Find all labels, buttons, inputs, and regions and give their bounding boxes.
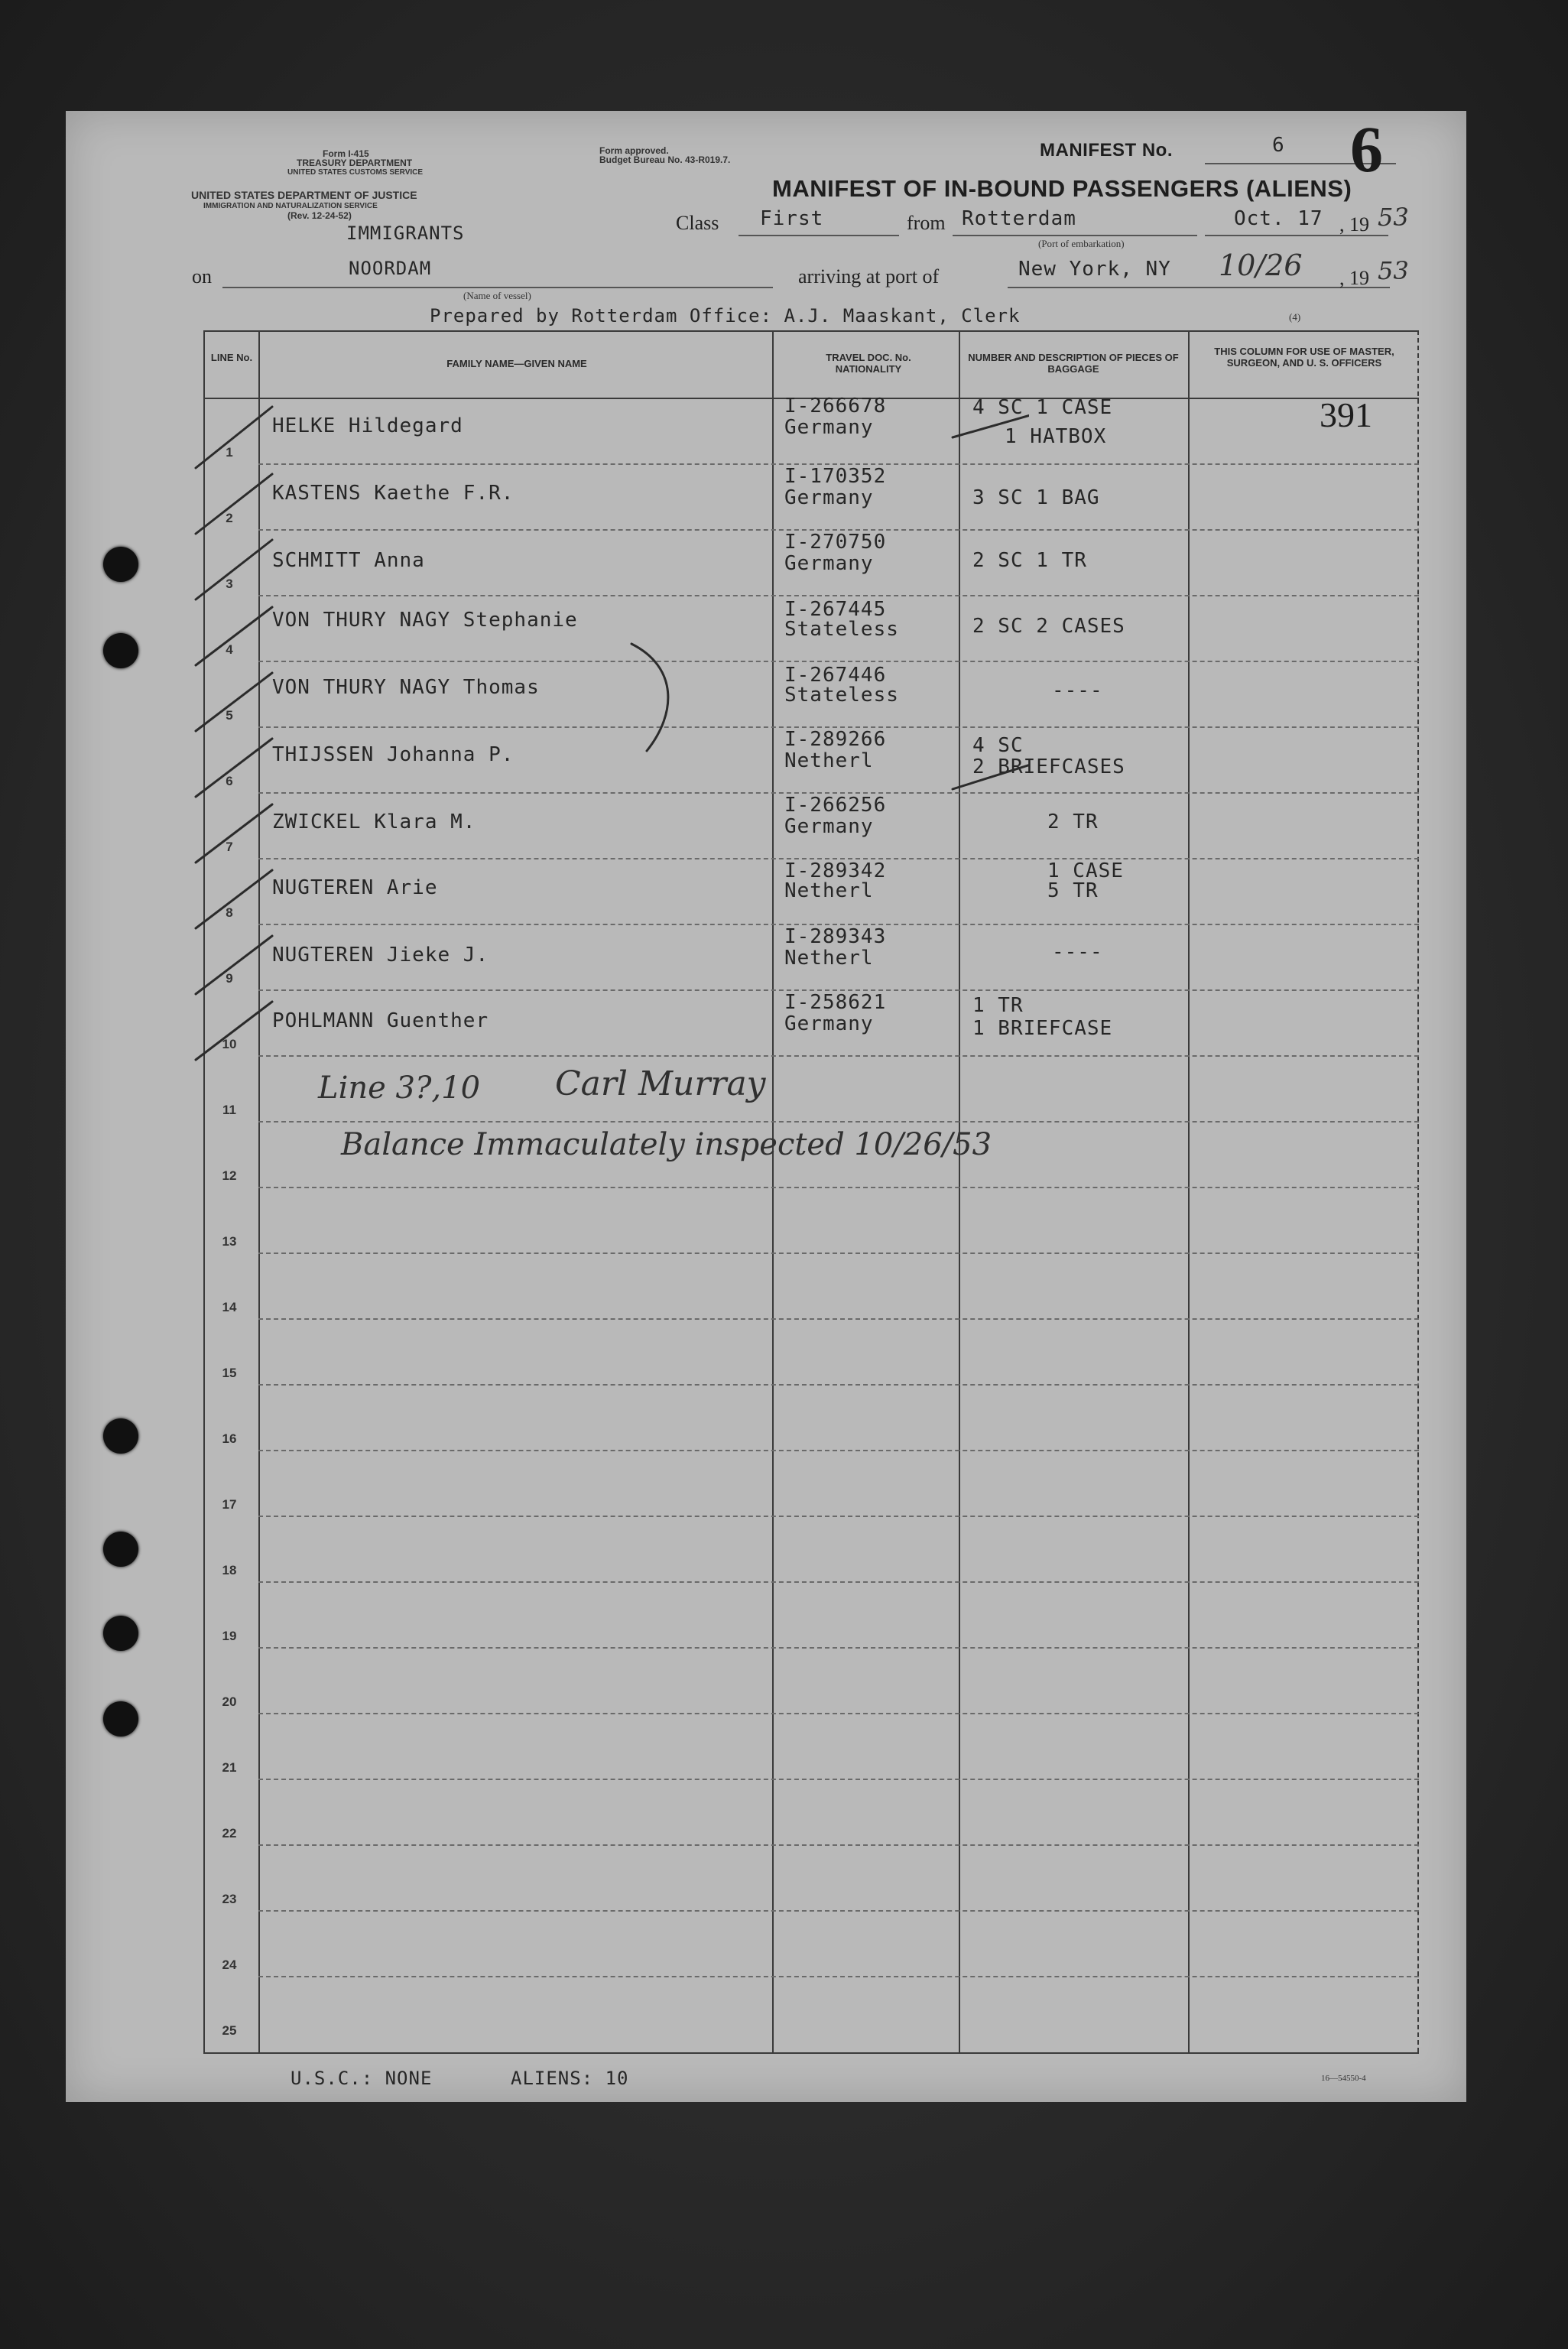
baggage-extra: 1 HATBOX (1005, 425, 1107, 448)
line-number: 16 (222, 1431, 237, 1446)
line-number: 10 (222, 1037, 237, 1051)
travel-doc: I-266256 (784, 794, 887, 817)
punch-hole (103, 633, 138, 668)
travel-doc: I-289343 (784, 925, 887, 948)
passenger-name: NUGTEREN Arie (272, 876, 438, 899)
baggage-extra: 1 BRIEFCASE (972, 1017, 1113, 1040)
year-prefix-1: , 19 (1339, 213, 1369, 236)
punch-hole (103, 1701, 138, 1737)
arrival-year: 53 (1378, 256, 1409, 285)
line-number: 7 (226, 840, 233, 854)
baggage: 2 SC 1 TR (972, 549, 1087, 572)
passenger-name: VON THURY NAGY Thomas (272, 676, 540, 699)
nationality: Netherl (784, 947, 874, 970)
line-number: 3 (226, 577, 233, 591)
line-number: 19 (222, 1629, 237, 1643)
baggage: 2 TR (1047, 811, 1099, 833)
ins-service: IMMIGRATION AND NATURALIZATION SERVICE (203, 202, 378, 210)
immigrants-label: IMMIGRANTS (346, 223, 465, 244)
manifest-no-label: MANIFEST No. (1040, 140, 1173, 161)
handwritten-line-note: Line 3?,10 (318, 1071, 481, 1106)
treasury-dept: TREASURY DEPARTMENT (297, 158, 413, 168)
line-number: 18 (222, 1563, 237, 1577)
handwritten-check-marks (188, 392, 1029, 1080)
nationality: Stateless (784, 684, 899, 707)
handwritten-signature: Carl Murray (555, 1064, 766, 1103)
arrival-port: New York, NY (1018, 258, 1171, 281)
col-header-travel: TRAVEL DOC. No. NATIONALITY (826, 352, 911, 375)
line-number: 17 (222, 1497, 237, 1512)
vessel-caption: (Name of vessel) (463, 290, 531, 301)
passenger-name: ZWICKEL Klara M. (272, 811, 476, 833)
footer-aliens-count: ALIENS: 10 (511, 2068, 629, 2089)
nationality: Netherl (784, 749, 874, 772)
baggage: 4 SC (972, 734, 1024, 757)
revision-date: (Rev. 12-24-52) (287, 210, 352, 221)
baggage: ---- (1052, 679, 1103, 702)
port-embarkation-caption: (Port of embarkation) (1038, 238, 1125, 249)
line-number: 23 (222, 1892, 237, 1906)
line-number: 5 (226, 708, 233, 723)
budget-bureau: Budget Bureau No. 43-R019.7. (599, 154, 731, 165)
class-value: First (760, 207, 824, 230)
line-number: 15 (222, 1366, 237, 1380)
nationality: Germany (784, 815, 874, 838)
line-number: 8 (226, 905, 233, 920)
printer-code: 16—54550-4 (1321, 2074, 1366, 2083)
line-number: 13 (222, 1234, 237, 1249)
year-prefix-2: , 19 (1339, 267, 1369, 289)
nationality: Germany (784, 416, 874, 439)
arrival-date-hand: 10/26 (1219, 249, 1303, 282)
line-number: 12 (222, 1168, 237, 1183)
line-number: 11 (222, 1103, 236, 1117)
col-header-name: FAMILY NAME—GIVEN NAME (446, 358, 587, 369)
baggage: 3 SC 1 BAG (972, 486, 1100, 509)
from-label: from (907, 212, 946, 234)
departure-date: Oct. 17 (1234, 207, 1323, 230)
col-header-officers: THIS COLUMN FOR USE OF MASTER, SURGEON, AND U. S. OFFICERS (1214, 346, 1394, 369)
col-header-baggage: NUMBER AND DESCRIPTION OF PIECES OF BAGGAGE (968, 352, 1179, 375)
baggage-extra: 5 TR (1047, 879, 1099, 902)
nationality: Germany (784, 1012, 874, 1035)
officer-note: 391 (1320, 395, 1372, 434)
line-number: 20 (222, 1694, 237, 1709)
line-number: 6 (226, 774, 233, 788)
baggage: 1 TR (972, 994, 1024, 1017)
punch-hole (103, 1616, 138, 1651)
prepared-by: Prepared by Rotterdam Office: A.J. Maaskant, Clerk (430, 305, 1021, 327)
passenger-table (203, 330, 1419, 2052)
travel-doc: I-289266 (784, 728, 887, 751)
passenger-name: VON THURY NAGY Stephanie (272, 609, 578, 632)
port-embarkation: Rotterdam (962, 207, 1076, 230)
line-number: 25 (222, 2023, 237, 2038)
handwritten-balance-note: Balance Immaculately inspected 10/26/53 (341, 1127, 992, 1162)
travel-doc: I-170352 (784, 465, 887, 488)
baggage-extra: 2 BRIEFCASES (972, 755, 1125, 778)
punch-hole (103, 1532, 138, 1567)
form-number: Form I-415 (323, 148, 369, 159)
line-number: 14 (222, 1300, 237, 1314)
line-number: 2 (226, 511, 233, 525)
customs-service: UNITED STATES CUSTOMS SERVICE (287, 168, 424, 177)
punch-hole (103, 547, 138, 582)
manifest-title: MANIFEST OF IN-BOUND PASSENGERS (ALIENS) (772, 175, 1352, 202)
baggage: ---- (1052, 941, 1103, 963)
vessel-name: NOORDAM (349, 258, 432, 279)
on-label: on (192, 265, 212, 288)
departure-year: 53 (1378, 203, 1409, 232)
nationality: Stateless (784, 618, 899, 641)
line-number: 9 (226, 971, 233, 986)
travel-doc: I-258621 (784, 991, 887, 1014)
baggage: 2 SC 2 CASES (972, 615, 1125, 638)
form-approved: Form approved. (599, 145, 669, 156)
manifest-no-value: 6 (1272, 134, 1285, 157)
line-number: 1 (226, 445, 233, 460)
travel-doc: I-270750 (784, 531, 887, 554)
passenger-name: KASTENS Kaethe F.R. (272, 482, 515, 505)
passenger-name: NUGTEREN Jieke J. (272, 944, 489, 967)
passenger-name: SCHMITT Anna (272, 549, 425, 572)
travel-doc: I-266678 (784, 395, 887, 417)
arriving-label: arriving at port of (798, 265, 940, 288)
baggage: 1 CASE (1047, 859, 1124, 882)
line-number: 4 (226, 642, 233, 657)
line-number: 22 (222, 1826, 237, 1841)
justice-dept: UNITED STATES DEPARTMENT OF JUSTICE (191, 189, 417, 201)
travel-doc: I-267446 (784, 664, 887, 687)
caption-4: (4) (1289, 311, 1301, 323)
col-header-line: LINE No. (210, 352, 253, 363)
passenger-name: HELKE Hildegard (272, 414, 463, 437)
baggage: 4 SC 1 CASE (972, 396, 1113, 419)
line-number: 21 (222, 1760, 237, 1775)
manifest-stamp-number: 6 (1350, 112, 1383, 186)
travel-doc: I-267445 (784, 598, 887, 621)
nationality: Germany (784, 552, 874, 575)
travel-doc: I-289342 (784, 859, 887, 882)
nationality: Netherl (784, 879, 874, 902)
passenger-name: THIJSSEN Johanna P. (272, 743, 515, 766)
passenger-name: POHLMANN Guenther (272, 1009, 489, 1032)
punch-hole (103, 1418, 138, 1454)
line-number: 24 (222, 1958, 237, 1972)
nationality: Germany (784, 486, 874, 509)
class-label: Class (676, 212, 719, 234)
footer-usc: U.S.C.: NONE (291, 2068, 433, 2089)
